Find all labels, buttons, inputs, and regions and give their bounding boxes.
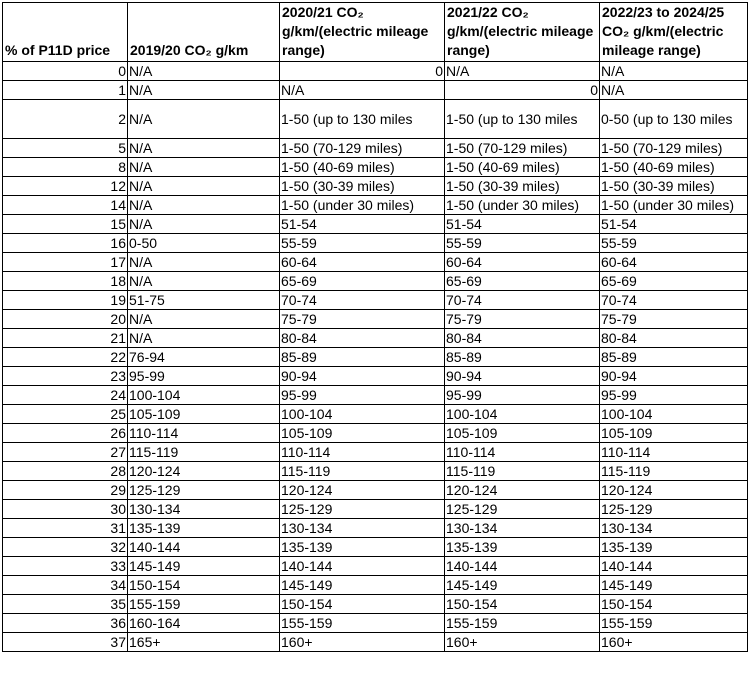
cell-2019-20: N/A	[128, 196, 280, 215]
cell-2021-22: 1-50 (70-129 miles)	[445, 139, 600, 158]
cell-2022-25: 115-119	[600, 462, 748, 481]
cell-percent: 36	[3, 614, 128, 633]
table-row	[3, 538, 748, 557]
table-row	[3, 158, 748, 177]
cell-percent: 12	[3, 177, 128, 196]
cell-percent: 5	[3, 139, 128, 158]
cell-percent: 2	[3, 100, 128, 139]
cell-2019-20: N/A	[128, 139, 280, 158]
table-row	[3, 329, 748, 348]
cell-percent: 24	[3, 386, 128, 405]
cell-2022-25: 140-144	[600, 557, 748, 576]
cell-2019-20: N/A	[128, 215, 280, 234]
header-percent-p11d: % of P11D price	[3, 3, 128, 62]
cell-2020-21: 155-159	[280, 614, 445, 633]
cell-2021-22: 55-59	[445, 234, 600, 253]
cell-2019-20: 120-124	[128, 462, 280, 481]
table-row	[3, 81, 748, 100]
cell-2021-22: 1-50 (40-69 miles)	[445, 158, 600, 177]
table-row	[3, 443, 748, 462]
cell-2021-22: 70-74	[445, 291, 600, 310]
cell-2021-22: 60-64	[445, 253, 600, 272]
cell-percent: 15	[3, 215, 128, 234]
cell-2022-25: 1-50 (70-129 miles)	[600, 139, 748, 158]
cell-2021-22: 95-99	[445, 386, 600, 405]
cell-percent: 19	[3, 291, 128, 310]
cell-2021-22: 110-114	[445, 443, 600, 462]
table-row	[3, 253, 748, 272]
cell-2020-21: N/A	[280, 81, 445, 100]
cell-2019-20: N/A	[128, 62, 280, 81]
table-row	[3, 310, 748, 329]
header-2021-22: 2021/22 CO₂ g/km/(electric mileage range)	[445, 3, 600, 62]
cell-2022-25: 135-139	[600, 538, 748, 557]
table-row	[3, 633, 748, 652]
cell-2022-25: N/A	[600, 81, 748, 100]
cell-2020-21: 75-79	[280, 310, 445, 329]
cell-percent: 20	[3, 310, 128, 329]
cell-2022-25: N/A	[600, 62, 748, 81]
table-row	[3, 272, 748, 291]
cell-2019-20: 160-164	[128, 614, 280, 633]
cell-2022-25: 55-59	[600, 234, 748, 253]
cell-2019-20: N/A	[128, 100, 280, 139]
cell-percent: 37	[3, 633, 128, 652]
cell-2021-22: 80-84	[445, 329, 600, 348]
cell-2020-21: 1-50 (30-39 miles)	[280, 177, 445, 196]
cell-percent: 1	[3, 81, 128, 100]
cell-2022-25: 70-74	[600, 291, 748, 310]
cell-percent: 30	[3, 500, 128, 519]
cell-2022-25: 130-134	[600, 519, 748, 538]
cell-2019-20: 140-144	[128, 538, 280, 557]
table-row	[3, 405, 748, 424]
cell-2019-20: 150-154	[128, 576, 280, 595]
cell-2019-20: 165+	[128, 633, 280, 652]
cell-2021-22: 150-154	[445, 595, 600, 614]
header-2019-20: 2019/20 CO₂ g/km	[128, 3, 280, 62]
cell-2020-21: 65-69	[280, 272, 445, 291]
cell-2022-25: 1-50 (30-39 miles)	[600, 177, 748, 196]
table-row	[3, 557, 748, 576]
cell-2021-22: 1-50 (30-39 miles)	[445, 177, 600, 196]
cell-2022-25: 160+	[600, 633, 748, 652]
cell-2021-22: 100-104	[445, 405, 600, 424]
cell-2019-20: 100-104	[128, 386, 280, 405]
cell-2020-21: 1-50 (up to 130 miles	[280, 100, 445, 139]
cell-2022-25: 110-114	[600, 443, 748, 462]
cell-2020-21: 85-89	[280, 348, 445, 367]
cell-2019-20: N/A	[128, 177, 280, 196]
cell-2020-21: 55-59	[280, 234, 445, 253]
cell-percent: 26	[3, 424, 128, 443]
cell-2020-21: 120-124	[280, 481, 445, 500]
cell-2020-21: 0	[280, 62, 445, 81]
header-row	[3, 3, 748, 62]
table-row	[3, 348, 748, 367]
table-row	[3, 500, 748, 519]
cell-2021-22: 155-159	[445, 614, 600, 633]
cell-percent: 35	[3, 595, 128, 614]
cell-2022-25: 75-79	[600, 310, 748, 329]
cell-2019-20: N/A	[128, 253, 280, 272]
cell-2020-21: 145-149	[280, 576, 445, 595]
table-row	[3, 215, 748, 234]
cell-2020-21: 115-119	[280, 462, 445, 481]
table-row	[3, 100, 748, 139]
cell-2020-21: 130-134	[280, 519, 445, 538]
cell-percent: 16	[3, 234, 128, 253]
cell-2020-21: 140-144	[280, 557, 445, 576]
cell-percent: 23	[3, 367, 128, 386]
cell-2022-25: 85-89	[600, 348, 748, 367]
cell-percent: 32	[3, 538, 128, 557]
table-row	[3, 576, 748, 595]
cell-2021-22: 75-79	[445, 310, 600, 329]
cell-percent: 22	[3, 348, 128, 367]
cell-2021-22: 51-54	[445, 215, 600, 234]
cell-2021-22: 0	[445, 81, 600, 100]
cell-2022-25: 95-99	[600, 386, 748, 405]
cell-2019-20: N/A	[128, 310, 280, 329]
cell-2022-25: 105-109	[600, 424, 748, 443]
cell-2019-20: 0-50	[128, 234, 280, 253]
cell-2019-20: 76-94	[128, 348, 280, 367]
cell-2022-25: 0-50 (up to 130 miles	[600, 100, 748, 139]
cell-2020-21: 80-84	[280, 329, 445, 348]
cell-percent: 8	[3, 158, 128, 177]
cell-percent: 18	[3, 272, 128, 291]
cell-2022-25: 60-64	[600, 253, 748, 272]
table-row	[3, 614, 748, 633]
cell-2020-21: 95-99	[280, 386, 445, 405]
cell-2020-21: 160+	[280, 633, 445, 652]
cell-2019-20: 110-114	[128, 424, 280, 443]
cell-2019-20: 130-134	[128, 500, 280, 519]
cell-2022-25: 90-94	[600, 367, 748, 386]
cell-2021-22: 160+	[445, 633, 600, 652]
cell-percent: 27	[3, 443, 128, 462]
cell-2020-21: 90-94	[280, 367, 445, 386]
cell-2021-22: 120-124	[445, 481, 600, 500]
cell-2019-20: N/A	[128, 329, 280, 348]
cell-2022-25: 150-154	[600, 595, 748, 614]
table-row	[3, 519, 748, 538]
cell-percent: 31	[3, 519, 128, 538]
cell-2021-22: 85-89	[445, 348, 600, 367]
table-body	[3, 62, 748, 652]
cell-2021-22: 1-50 (under 30 miles)	[445, 196, 600, 215]
cell-2019-20: 145-149	[128, 557, 280, 576]
cell-2021-22: 105-109	[445, 424, 600, 443]
cell-2022-25: 145-149	[600, 576, 748, 595]
cell-2022-25: 125-129	[600, 500, 748, 519]
cell-2021-22: 130-134	[445, 519, 600, 538]
cell-percent: 14	[3, 196, 128, 215]
cell-2019-20: N/A	[128, 158, 280, 177]
table-row	[3, 139, 748, 158]
cell-2020-21: 1-50 (under 30 miles)	[280, 196, 445, 215]
cell-2022-25: 80-84	[600, 329, 748, 348]
cell-2021-22: 140-144	[445, 557, 600, 576]
cell-2021-22: 125-129	[445, 500, 600, 519]
cell-2020-21: 135-139	[280, 538, 445, 557]
cell-2022-25: 155-159	[600, 614, 748, 633]
cell-2019-20: 105-109	[128, 405, 280, 424]
cell-2019-20: N/A	[128, 272, 280, 291]
cell-2020-21: 51-54	[280, 215, 445, 234]
table-row	[3, 481, 748, 500]
cell-2022-25: 1-50 (40-69 miles)	[600, 158, 748, 177]
cell-2021-22: 90-94	[445, 367, 600, 386]
cell-2019-20: N/A	[128, 81, 280, 100]
table-row	[3, 234, 748, 253]
cell-percent: 25	[3, 405, 128, 424]
cell-2020-21: 1-50 (70-129 miles)	[280, 139, 445, 158]
cell-percent: 21	[3, 329, 128, 348]
cell-2021-22: N/A	[445, 62, 600, 81]
company-car-tax-table	[2, 2, 748, 652]
cell-percent: 17	[3, 253, 128, 272]
cell-percent: 29	[3, 481, 128, 500]
cell-percent: 34	[3, 576, 128, 595]
cell-2019-20: 51-75	[128, 291, 280, 310]
cell-2020-21: 70-74	[280, 291, 445, 310]
cell-2022-25: 1-50 (under 30 miles)	[600, 196, 748, 215]
header-2022-25: 2022/23 to 2024/25 CO₂ g/km/(electric mileage range)	[600, 3, 748, 62]
cell-2019-20: 95-99	[128, 367, 280, 386]
header-2020-21: 2020/21 CO₂ g/km/(electric mileage range)	[280, 3, 445, 62]
table-row	[3, 595, 748, 614]
cell-2019-20: 115-119	[128, 443, 280, 462]
cell-2021-22: 65-69	[445, 272, 600, 291]
cell-2019-20: 135-139	[128, 519, 280, 538]
cell-2019-20: 155-159	[128, 595, 280, 614]
cell-2020-21: 150-154	[280, 595, 445, 614]
cell-2020-21: 110-114	[280, 443, 445, 462]
table-row	[3, 62, 748, 81]
table-row	[3, 291, 748, 310]
cell-2020-21: 105-109	[280, 424, 445, 443]
cell-2020-21: 1-50 (40-69 miles)	[280, 158, 445, 177]
cell-2022-25: 65-69	[600, 272, 748, 291]
cell-2020-21: 60-64	[280, 253, 445, 272]
cell-2021-22: 1-50 (up to 130 miles	[445, 100, 600, 139]
table-row	[3, 424, 748, 443]
cell-2021-22: 135-139	[445, 538, 600, 557]
cell-2020-21: 125-129	[280, 500, 445, 519]
cell-2022-25: 51-54	[600, 215, 748, 234]
cell-2021-22: 115-119	[445, 462, 600, 481]
table-row	[3, 462, 748, 481]
cell-percent: 28	[3, 462, 128, 481]
cell-percent: 33	[3, 557, 128, 576]
cell-2020-21: 100-104	[280, 405, 445, 424]
cell-2022-25: 100-104	[600, 405, 748, 424]
cell-2021-22: 145-149	[445, 576, 600, 595]
cell-2022-25: 120-124	[600, 481, 748, 500]
table-row	[3, 177, 748, 196]
table-row	[3, 367, 748, 386]
table-row	[3, 196, 748, 215]
cell-percent: 0	[3, 62, 128, 81]
cell-2019-20: 125-129	[128, 481, 280, 500]
table-row	[3, 386, 748, 405]
